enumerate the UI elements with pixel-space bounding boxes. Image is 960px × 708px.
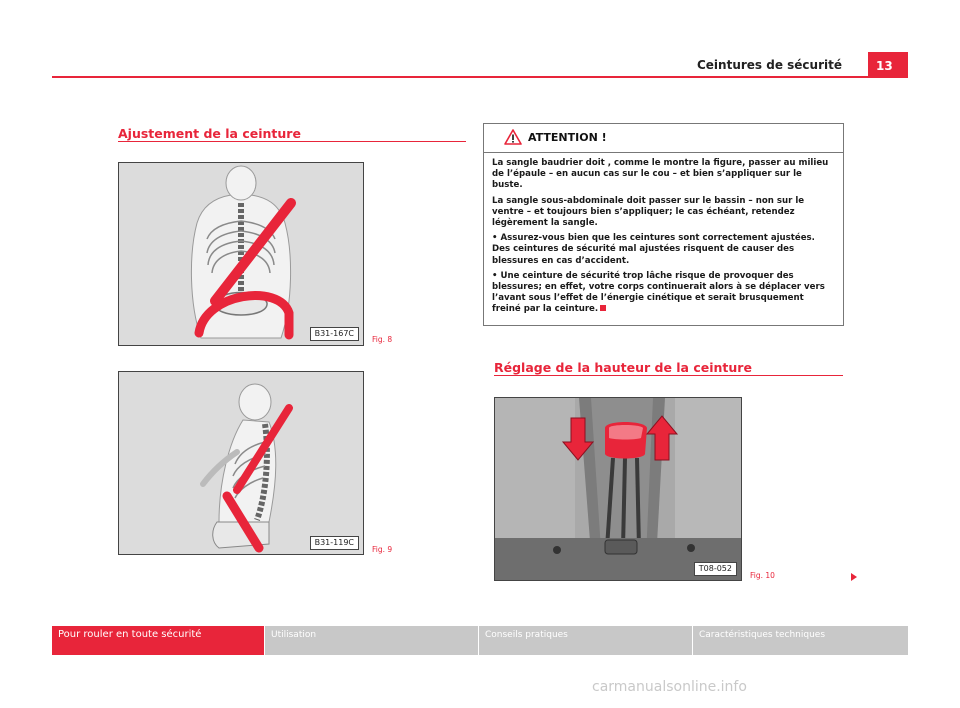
footer-nav-bar <box>52 626 908 655</box>
figure-8-seatbelt-back-view <box>118 162 364 346</box>
section-title-ajustement: Ajustement de la ceinture <box>118 126 301 141</box>
running-header-title: Ceintures de sécurité <box>696 58 842 72</box>
figure-caption: Fig. 9 <box>372 545 393 554</box>
figure-code-label: B31-119C <box>310 536 359 550</box>
figure-code-label: B31-167C <box>310 327 359 341</box>
warning-paragraph: • Assurez-vous bien que les ceintures sont correctement ajustées. Des ceintures de sécurité mal ajustées risquent de causer des blessures en cas d’accident. <box>492 233 815 266</box>
footer-tab-safety[interactable]: Pour rouler en toute sécurité <box>52 626 265 655</box>
section-rule-reglage <box>494 375 843 376</box>
warning-paragraph: La sangle baudrier doit , comme le montre la figure, passer au milieu de l’épaule – en aucun cas sur le cou – et bien s’appliquer sur le buste. <box>492 158 829 191</box>
footer-tab-utilisation[interactable]: Utilisation <box>265 626 479 655</box>
footer-tab-conseils[interactable]: Conseils pratiques <box>479 626 693 655</box>
warning-paragraph: • Une ceinture de sécurité trop lâche risque de provoquer des blessures; en effet, votre corps continuerait alors à se déplacer vers l’avant sous l’effet de l’énergie cinétique et serait brusquement freiné par la ceinture. <box>492 270 825 315</box>
height-adjuster-illustration <box>495 398 741 580</box>
warning-triangle-icon <box>504 129 522 145</box>
footer-tab-caracteristiques[interactable]: Caractéristiques techniques <box>693 626 908 655</box>
warning-paragraph-last <box>492 271 835 316</box>
warning-paragraph: La sangle sous-abdominale doit passer sur le bassin – non sur le ventre – et toujours bien s’appliquer; le cas échéant, retendez légèrement la sangle. <box>492 195 805 229</box>
header-rule <box>52 76 908 78</box>
figure-9-seatbelt-side-view <box>118 371 364 555</box>
warning-title: ATTENTION ! <box>528 131 607 144</box>
figure-caption: Fig. 8 <box>372 335 393 344</box>
page-number: 13 <box>868 52 908 78</box>
continue-arrow-icon <box>851 573 857 581</box>
figure-code-label: T08-052 <box>694 562 737 576</box>
warning-body <box>484 153 843 316</box>
watermark: carmanualsonline.info <box>592 679 747 695</box>
skeleton-side-illustration <box>119 372 363 554</box>
figure-caption: Fig. 10 <box>750 571 775 580</box>
end-of-section-marker-icon <box>600 305 606 311</box>
skeleton-back-illustration <box>119 163 363 345</box>
section-title-reglage: Réglage de la hauteur de la ceinture <box>494 360 752 375</box>
warning-box <box>483 123 844 326</box>
warning-header <box>484 124 843 153</box>
section-rule-ajustement <box>118 141 466 142</box>
figure-10-belt-height-adjuster <box>494 397 742 581</box>
